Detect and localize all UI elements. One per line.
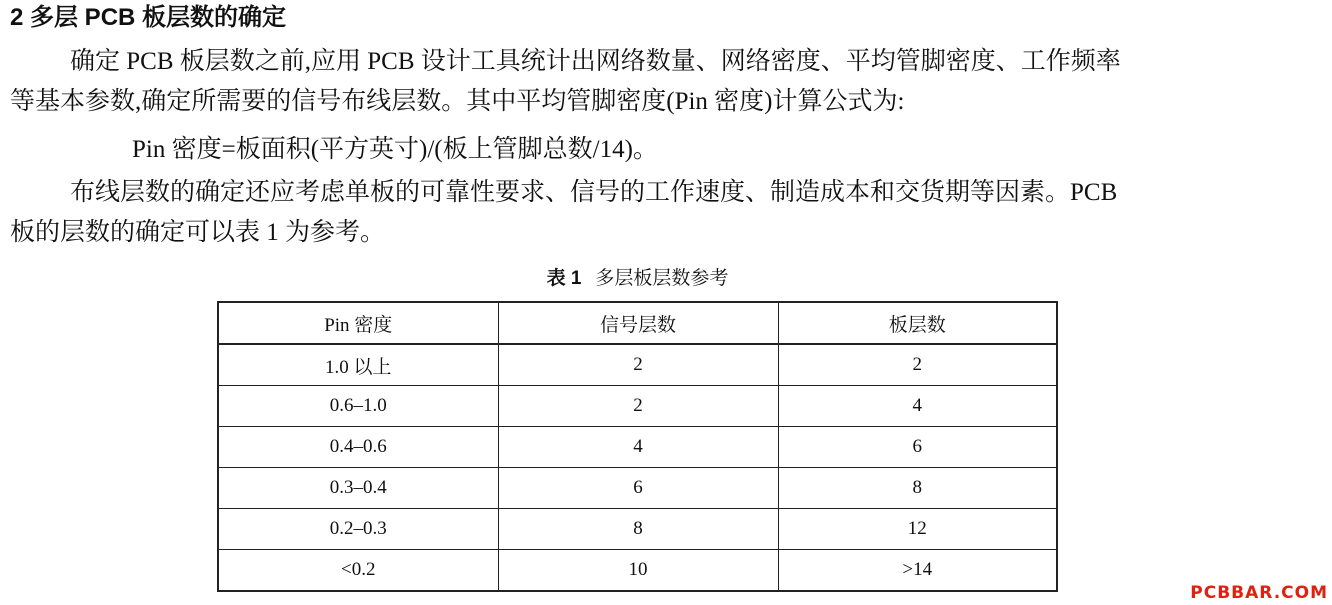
cell-board-layers: 6 bbox=[778, 427, 1057, 468]
cell-pin-density: <0.2 bbox=[218, 550, 498, 592]
header-pin-density: Pin 密度 bbox=[218, 302, 498, 344]
cell-board-layers: 12 bbox=[778, 509, 1057, 550]
cell-pin-density: 1.0 以上 bbox=[218, 344, 498, 386]
section-heading: 2 多层 PCB 板层数的确定 bbox=[10, 4, 287, 31]
cell-pin-density: 0.4–0.6 bbox=[218, 427, 498, 468]
cell-pin-density: 0.2–0.3 bbox=[218, 509, 498, 550]
header-signal-layers: 信号层数 bbox=[498, 302, 778, 344]
cell-board-layers: 4 bbox=[778, 386, 1057, 427]
formula-text: Pin 密度=板面积(平方英寸)/(板上管脚总数/14)。 bbox=[132, 136, 658, 163]
paragraph-factors bbox=[10, 173, 1300, 253]
cell-signal-layers: 6 bbox=[498, 468, 778, 509]
table-caption-title: 多层板层数参考 bbox=[595, 268, 729, 289]
table-caption-label: 表 1 bbox=[546, 268, 582, 289]
cell-board-layers: 2 bbox=[778, 344, 1057, 386]
paragraph-factors-line-2: 板的层数的确定可以表 1 为参考。 bbox=[10, 219, 386, 246]
formula bbox=[10, 130, 1300, 170]
table-caption bbox=[0, 266, 1275, 292]
table-header-row bbox=[218, 302, 1057, 344]
cell-signal-layers: 2 bbox=[498, 386, 778, 427]
paragraph-intro-line-2: 等基本参数,确定所需要的信号布线层数。其中平均管脚密度(Pin 密度)计算公式为: bbox=[10, 88, 905, 115]
header-board-layers: 板层数 bbox=[778, 302, 1057, 344]
cell-signal-layers: 2 bbox=[498, 344, 778, 386]
cell-signal-layers: 10 bbox=[498, 550, 778, 592]
layer-reference-table bbox=[217, 301, 1058, 592]
paragraph-intro-line-1: 确定 PCB 板层数之前,应用 PCB 设计工具统计出网络数量、网络密度、平均管脚密度、工作频率 bbox=[70, 48, 1121, 75]
table-row bbox=[218, 386, 1057, 427]
paragraph-factors-line-1: 布线层数的确定还应考虑单板的可靠性要求、信号的工作速度、制造成本和交货期等因素。PCB bbox=[70, 179, 1118, 206]
table-row bbox=[218, 550, 1057, 592]
cell-pin-density: 0.3–0.4 bbox=[218, 468, 498, 509]
cell-signal-layers: 8 bbox=[498, 509, 778, 550]
table-row bbox=[218, 427, 1057, 468]
site-watermark: PCBBAR.COM bbox=[1190, 583, 1328, 603]
paragraph-intro bbox=[10, 42, 1300, 122]
table-row bbox=[218, 468, 1057, 509]
table-row bbox=[218, 344, 1057, 386]
cell-board-layers: >14 bbox=[778, 550, 1057, 592]
cell-pin-density: 0.6–1.0 bbox=[218, 386, 498, 427]
cell-signal-layers: 4 bbox=[498, 427, 778, 468]
table-row bbox=[218, 509, 1057, 550]
cell-board-layers: 8 bbox=[778, 468, 1057, 509]
